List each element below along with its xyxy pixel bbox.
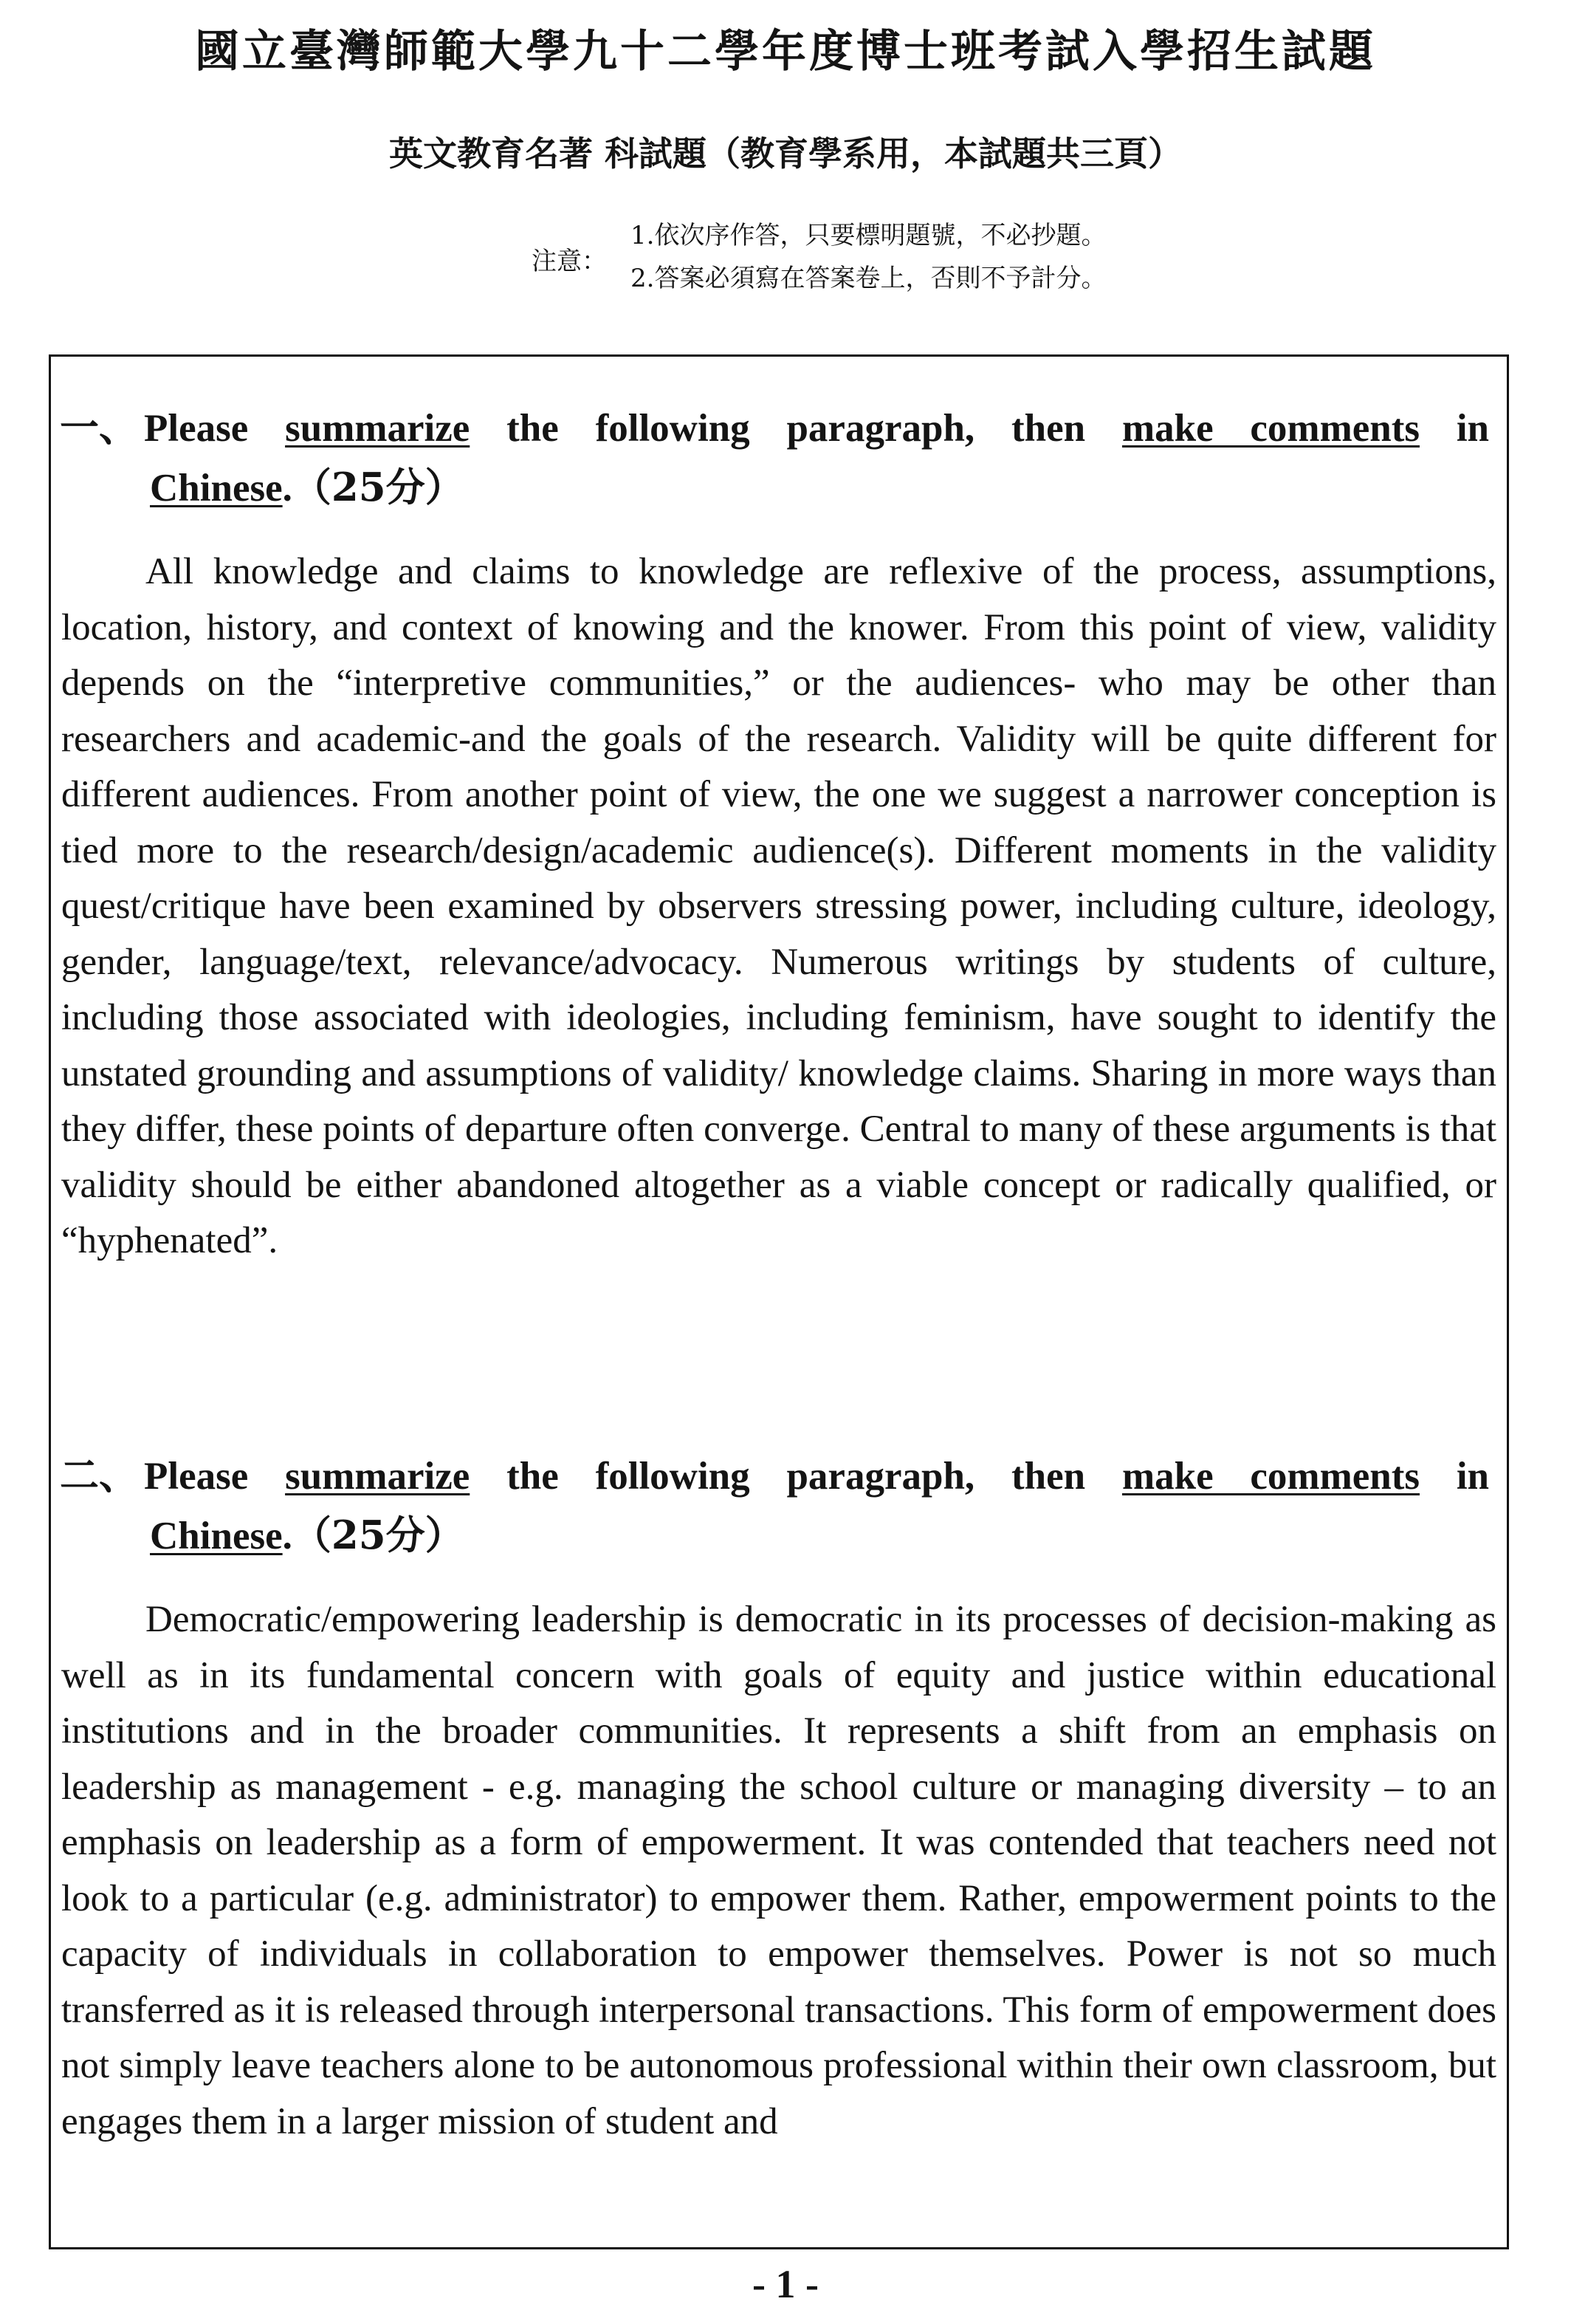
question-score: （25分） <box>292 1512 464 1558</box>
question-2-paragraph: Democratic/empowering leadership is democratic in its processes of decision-making as well as in its fundamental concern with goals of equity and justice within educational institutions and in the broader communities. It represents a shift from an emphasis on leadership as management - e.g. managing the school culture or managing diversity – to an emphasis on leadership as a form of empowerment. It was contended that teachers need not look to a particular (e.g. administrator) to empower them. Rather, empowerment points to the capacity of individuals in collaboration to empower themselves. Power is not so much transferred as it is released through interpersonal transactions. This form of empowerment does not simply leave teachers alone to be autonomous professional within their own classroom, but engages them in a larger mission of student and <box>61 1599 1496 2142</box>
question-score: （25分） <box>292 465 464 510</box>
question-1-prompt: 一、 Please summarize the following paragraph, then make comments in Chinese.（25分） <box>51 398 1507 518</box>
keyword-summarize: summarize <box>285 1455 470 1498</box>
question-1-paragraph: All knowledge and claims to knowledge are reflexive of the process, assumptions, location, history, and context of knowing and the knower. From this point of view, validity depends on the “interpretive communities,” or the audiences- who may be other than researchers and academic-and the goals of the research. Validity will be quite different for different audiences. From another point of view, the one we suggest a narrower conception is tied more to the research/design/academic audience(s). Different moments in the validity quest/critique have been examined by observers stressing power, including culture, ideology, gender, language/text, relevance/advocacy. Numerous writings by students of culture, including those associated with ideologies, including feminism, have sought to identify the unstated grounding and assumptions of validity/ knowledge claims. Sharing in more ways than they differ, these points of departure often converge. Central to many of these arguments is that validity should be either abandoned altogether as a viable concept or radically qualified, or “hyphenated”. <box>61 551 1496 1261</box>
question-2-prompt: 二、 Please summarize the following paragraph, then make comments in Chinese.（25分） <box>51 1446 1507 1566</box>
keyword-make-comments: make comments <box>1121 407 1420 450</box>
exam-subtitle: 英文教育名著 科試題（教育學系用，本試題共三頁） <box>388 134 1182 174</box>
prompt-text: Please summarize the following paragraph, then make comments in <box>144 407 1490 450</box>
question-number: 二、 <box>60 1453 138 1498</box>
notice-item: 2.答案必須寫在答案卷上，否則不予計分。 <box>630 264 1107 293</box>
keyword-chinese: Chinese <box>150 1515 283 1557</box>
page-number: - 1 - <box>752 2262 819 2306</box>
question-number: 一、 <box>60 405 138 450</box>
question-1 <box>51 398 1507 1269</box>
prompt-text: Please summarize the following paragraph, then make comments in <box>144 1455 1490 1498</box>
exam-title: 國立臺灣師範大學九十二學年度博士班考試入學招生試題 <box>195 26 1376 78</box>
keyword-chinese: Chinese <box>150 467 283 510</box>
question-2 <box>51 1446 1507 2150</box>
notice-item: 1.依次序作答，只要標明題號，不必抄題。 <box>630 221 1107 250</box>
question-frame <box>49 354 1509 2249</box>
keyword-make-comments: make comments <box>1121 1455 1420 1498</box>
notice-list <box>630 214 1106 300</box>
keyword-summarize: summarize <box>285 407 470 450</box>
notice-label: 注意： <box>532 247 607 276</box>
